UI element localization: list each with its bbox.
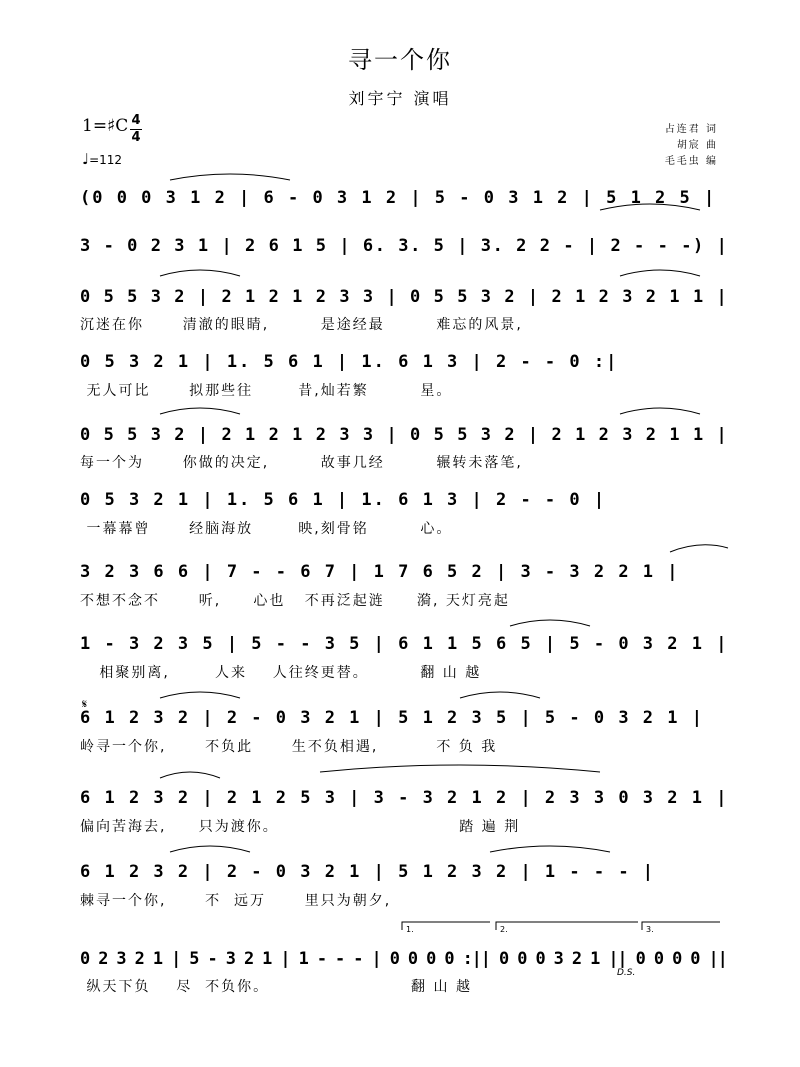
row-notes: 0 2 3 2 1 | 5 - 3 2 1 | 1 - - - | 0 0 0 0 :|| 0 0 0 3 2 1 || 0 0 0 0 || xyxy=(80,948,727,968)
row-notes: 0 5 5 3 2 | 2 1 2 1 2 3 3 | 0 5 5 3 2 | 2 1 2 3 2 1 1 | xyxy=(80,424,729,444)
dal-segno-mark: D.S. xyxy=(617,968,636,978)
credits xyxy=(665,122,718,170)
segno-icon: 𝄋 xyxy=(82,697,88,711)
row-lyrics: 偏向苦海去, 只为渡你。 踏 遍 荆 xyxy=(80,819,521,835)
key-signature: 1=♯C xyxy=(82,116,129,136)
row-notes: 0 5 5 3 2 | 2 1 2 1 2 3 3 | 0 5 5 3 2 | 2 1 2 3 2 1 1 | xyxy=(80,286,729,306)
quarter-note-icon: ♩ xyxy=(82,150,90,168)
row-lyrics: 岭寻一个你, 不负此 生不负相遇, 不 负 我 xyxy=(80,739,498,755)
arranger-credit: 毛毛虫 编 xyxy=(664,156,718,167)
row-lyrics: 相聚别离, 人来 人往终更替。 翻 山 越 xyxy=(80,665,482,681)
row-lyrics: 一幕幕曾 经脑海放 映,刻骨铭 心。 xyxy=(80,521,453,537)
volta-1: 1. xyxy=(406,925,414,934)
singer-credit: 刘宇宁 演唱 xyxy=(348,89,452,108)
row-notes: 3 2 3 6 6 | 7 - - 6 7 | 1 7 6 5 2 | 3 - 3 2 2 1 | xyxy=(80,562,680,582)
tempo-value: =112 xyxy=(89,153,123,167)
row-notes: 6 1 2 3 2 | 2 - 0 3 2 1 | 5 1 2 3 5 | 5 - 0 3 2 1 | xyxy=(80,708,704,728)
row-notes: 6 1 2 3 2 | 2 1 2 5 3 | 3 - 3 2 1 2 | 2 3 3 0 3 2 1 | xyxy=(80,788,729,808)
row-lyrics: 纵天下负 尽 不负你。 翻 山 越 xyxy=(80,979,472,995)
row-lyrics: 沉迷在你 清澈的眼睛, 是途经最 难忘的风景, xyxy=(80,317,523,333)
row-notes: 3 - 0 2 3 1 | 2 6 1 5 | 6. 3. 5 | 3. 2 2 - | 2 - - -) | xyxy=(80,236,729,256)
score-title: 寻一个你 xyxy=(348,46,452,74)
row-lyrics: 棘寻一个你, 不 远万 里只为朝夕, xyxy=(80,893,392,909)
row-notes: 0 5 3 2 1 | 1. 5 6 1 | 1. 6 1 3 | 2 - - 0 | xyxy=(80,490,607,510)
row-notes: 1 - 3 2 3 5 | 5 - - 3 5 | 6 1 1 5 6 5 | 5 - 0 3 2 1 | xyxy=(80,634,729,654)
row-lyrics: 无人可比 拟那些往 昔,灿若繁 星。 xyxy=(80,383,453,399)
row-lyrics: 不想不念不 听, 心也 不再泛起涟 漪, 天灯亮起 xyxy=(80,593,510,609)
volta-2: 2. xyxy=(500,925,508,934)
volta-3: 3. xyxy=(646,925,654,934)
time-bottom: 4 xyxy=(131,130,141,145)
time-top: 4 xyxy=(131,113,141,128)
row-notes: 0 5 3 2 1 | 1. 5 6 1 | 1. 6 1 3 | 2 - - 0 :| xyxy=(80,352,619,372)
row-notes: (0 0 0 3 1 2 | 6 - 0 3 1 2 | 5 - 0 3 1 2 | 5 1 2 5 | xyxy=(80,188,717,208)
composer-credit: 胡宸 曲 xyxy=(676,140,718,151)
row-lyrics: 每一个为 你做的决定, 故事几经 辗转未落笔, xyxy=(80,455,523,471)
lyricist-credit: 占连君 词 xyxy=(664,124,718,135)
row-notes: 6 1 2 3 2 | 2 - 0 3 2 1 | 5 1 2 3 2 | 1 - - - | xyxy=(80,862,656,882)
tempo-marking xyxy=(82,150,122,168)
time-signature xyxy=(130,114,142,145)
